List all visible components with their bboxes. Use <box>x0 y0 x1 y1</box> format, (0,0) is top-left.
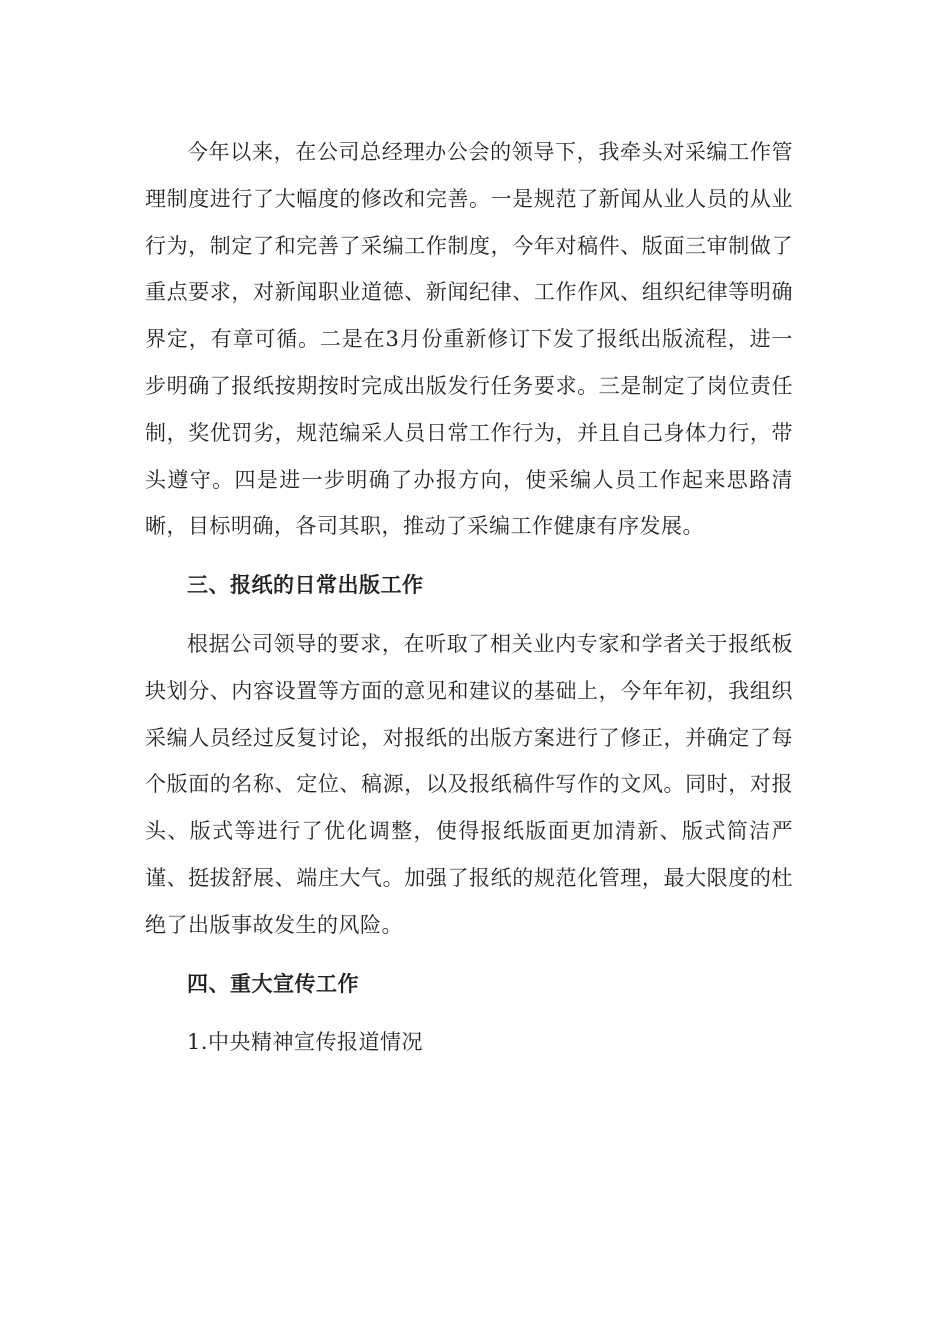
body-paragraph: 根据公司领导的要求，在听取了相关业内专家和学者关于报纸板块划分、内容设置等方面的意见和建议的基础上，今年年初，我组织采编人员经过反复讨论，对报纸的出版方案进行了修正，并确定了每个版面的名称、定位、稿源，以及报纸稿件写作的文风。同时，对报头、版式等进行了优化调整，使得报纸版面更加清新、版式简洁严谨、挺拔舒展、端庄大气。加强了报纸的规范化管理，最大限度的杜绝了出版事故发生的风险。 <box>145 631 793 937</box>
subsection-heading: 1.中央精神宣传报道情况 <box>187 1030 424 1055</box>
paragraph-gap <box>145 550 793 562</box>
section-heading: 四、重大宣传工作 <box>187 970 359 996</box>
document-page <box>145 129 793 1066</box>
paragraph-gap <box>145 609 793 621</box>
paragraph-gap <box>145 949 793 961</box>
body-paragraph: 今年以来，在公司总经理办公会的领导下，我牵头对采编工作管理制度进行了大幅度的修改和完善。一是规范了新闻从业人员的从业行为，制定了和完善了采编工作制度，今年对稿件、版面三审制做了重点要求，对新闻职业道德、新闻纪律、工作作风、组织纪律等明确界定，有章可循。二是在3月份重新修订下发了报纸出版流程，进一步明确了报纸按期按时完成出版发行任务要求。三是制定了岗位责任制，奖优罚劣，规范编采人员日常工作行为，并且自己身体力行，带头遵守。四是进一步明确了办报方向，使采编人员工作起来思路清晰，目标明确，各司其职，推动了采编工作健康有序发展。 <box>145 140 793 539</box>
paragraph-gap <box>145 1007 793 1019</box>
section-heading: 三、报纸的日常出版工作 <box>187 572 424 598</box>
